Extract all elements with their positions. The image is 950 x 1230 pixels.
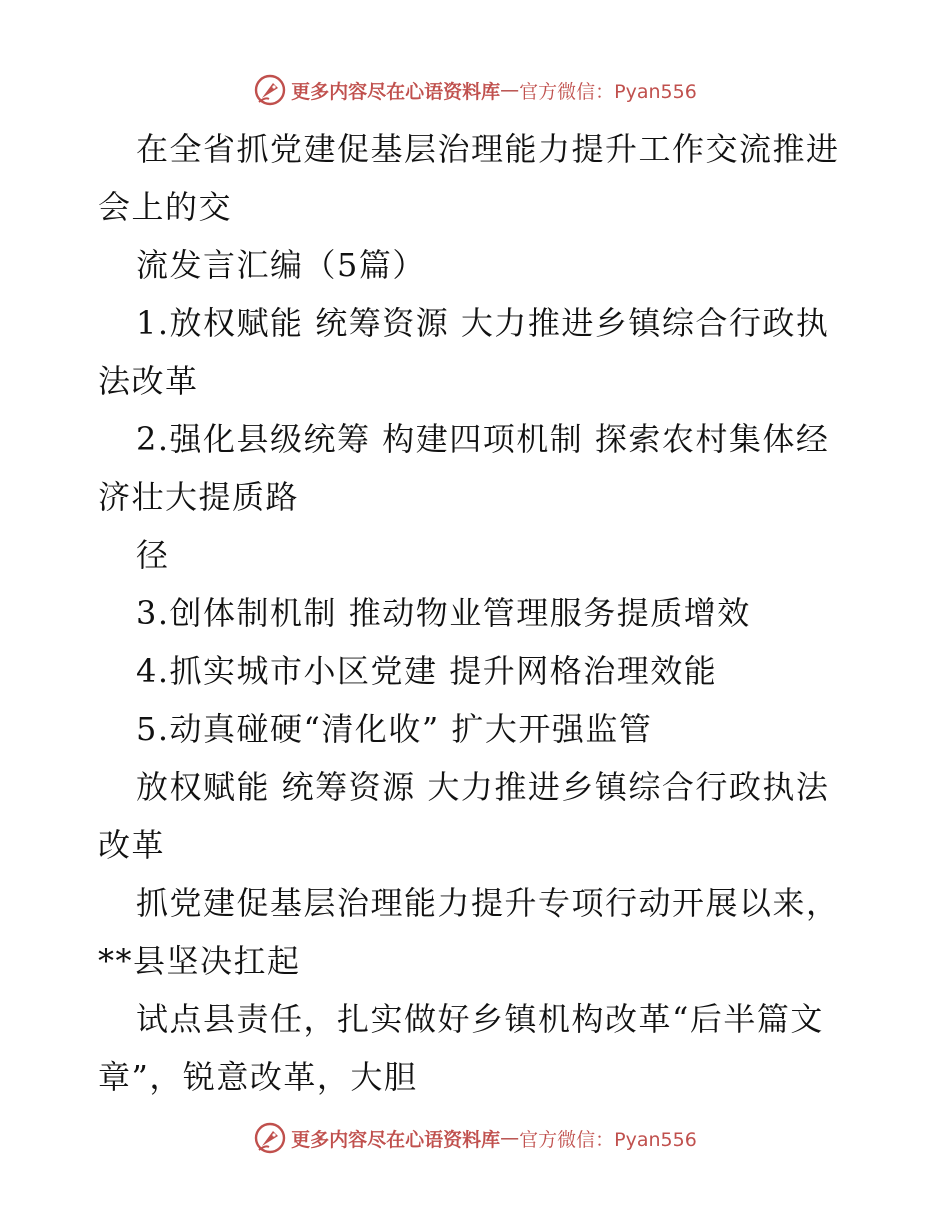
pen-nib-logo-icon [253,1121,287,1155]
toc-line: 2.强化县级统筹 构建四项机制 探索农村集体经 [136,420,830,458]
footer-watermark [0,1118,950,1158]
pen-nib-logo-icon [253,73,287,107]
toc-line: 1.放权赋能 统筹资源 大力推进乡镇综合行政执 [136,304,830,342]
watermark-main-text: 更多内容尽在心语资料库 [291,1128,501,1151]
watermark-contact-text: 官方微信：Pyan556 [519,80,697,103]
toc-line: 5.动真碰硬“清化收” 扩大开强监管 [136,710,653,748]
toc-item-1 [98,294,858,410]
body-line: **县坚决扛起 [98,942,301,980]
title-line: 会上的交 [98,188,233,226]
toc-line: 径 [136,536,170,574]
body-line: 章”，锐意改革，大胆 [98,1058,418,1096]
watermark-separator: — [500,79,520,101]
toc-item-2 [98,410,858,526]
toc-line: 法改革 [98,362,199,400]
heading-line: 放权赋能 统筹资源 大力推进乡镇综合行政执法 [136,768,830,806]
toc-line: 3.创体制机制 推动物业管理服务提质增效 [136,594,751,632]
body-line: 抓党建促基层治理能力提升专项行动开展以来， [136,884,840,922]
heading-line: 改革 [98,826,166,864]
body-paragraph [98,874,858,990]
title-line: 流发言汇编（5篇） [136,246,426,284]
title-continuation [98,236,858,294]
toc-line: 4.抓实城市小区党建 提升网格治理效能 [136,652,718,690]
watermark-main-text: 更多内容尽在心语资料库 [291,80,501,103]
document-title [98,120,858,236]
toc-item-3 [98,584,858,642]
watermark-separator: — [500,1127,520,1149]
body-line: 试点县责任，扎实做好乡镇机构改革“后半篇文 [136,1000,824,1038]
toc-item-4 [98,642,858,700]
section-heading [98,758,858,874]
watermark-contact-text: 官方微信：Pyan556 [519,1128,697,1151]
body-paragraph [98,990,858,1106]
header-watermark [0,70,950,110]
toc-item-5 [98,700,858,758]
toc-line: 济壮大提质路 [98,478,300,516]
title-line: 在全省抓党建促基层治理能力提升工作交流推进 [136,130,840,168]
toc-item-2-continuation [98,526,858,584]
